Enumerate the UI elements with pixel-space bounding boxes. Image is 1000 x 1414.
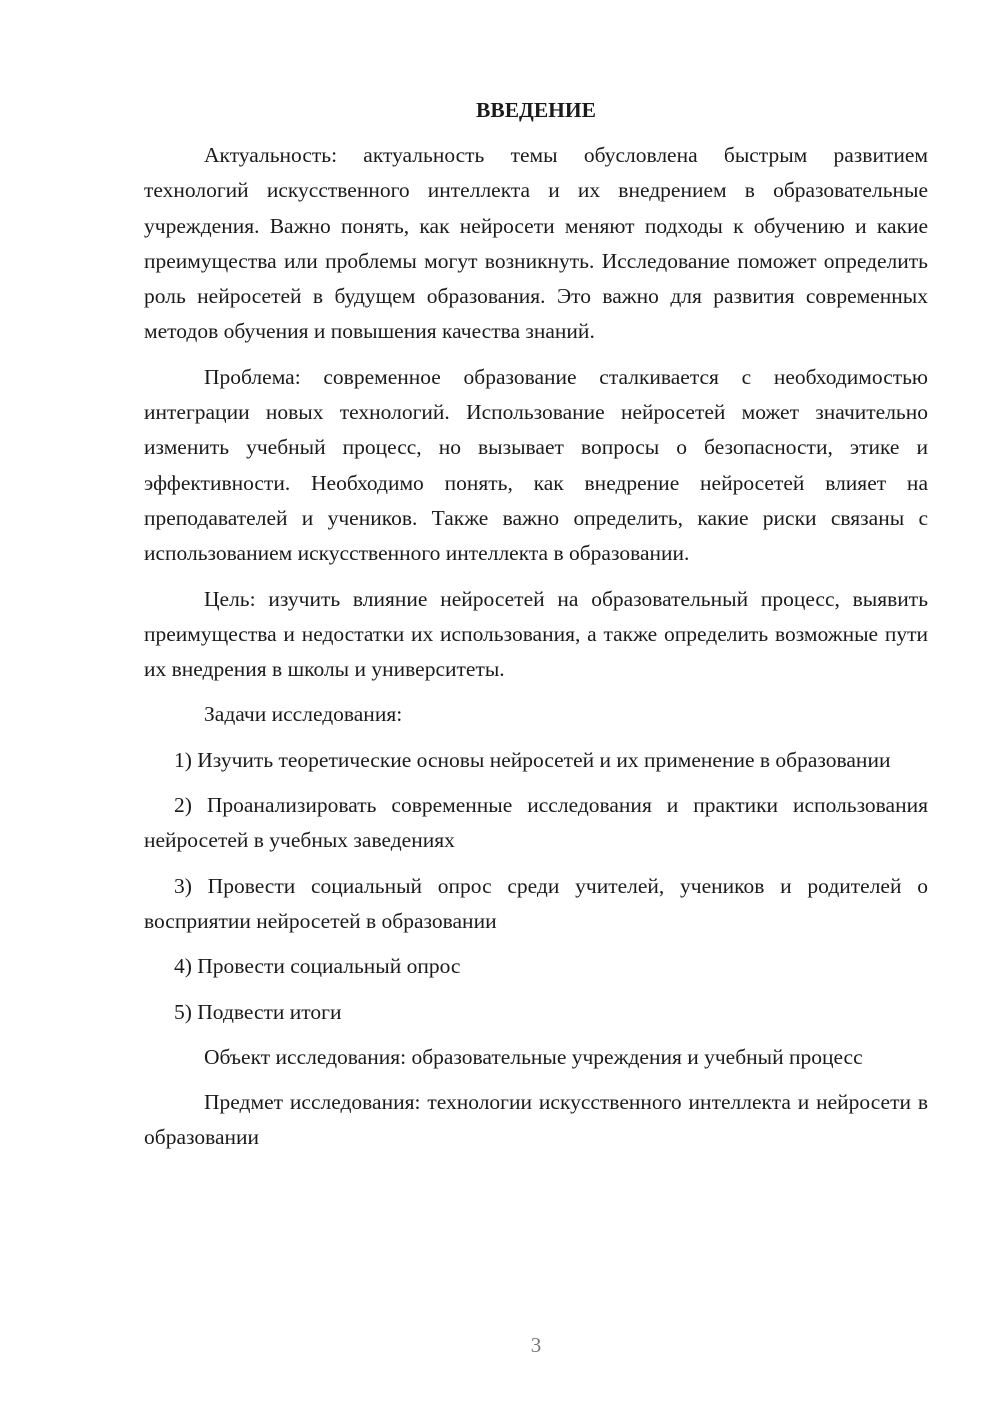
- subject-paragraph: Предмет исследования: технологии искусственного интеллекта и нейросети в образовании: [144, 1090, 928, 1150]
- section-heading: ВВЕДЕНИЕ: [476, 98, 596, 122]
- task-item: 2) Проанализировать современные исследования и практики использования нейросетей в учебных заведениях: [144, 793, 928, 853]
- problem-paragraph: Проблема: современное образование сталкивается с необходимостью интеграции новых технологий. Использование нейросетей может значительно изменить учебный процесс, но вызывает вопросы о безопасности, этике и эффективности. Необходимо понять, как внедрение нейросетей влияет на преподавателей и учеников. Также важно определить, какие риски связаны с использованием искусственного интеллекта в образовании.: [144, 364, 928, 566]
- relevance-paragraph: Актуальность: актуальность темы обусловлена быстрым развитием технологий искусственного интеллекта и их внедрением в образовательные учреждения. Важно понять, как нейросети меняют подходы к обучению и какие преимущества или проблемы могут возникнуть. Исследование поможет определить роль нейросетей в будущем образования. Это важно для развития современных методов обучения и повышения качества знаний.: [144, 143, 928, 344]
- document-page: [144, 92, 928, 1166]
- object-paragraph: Объект исследования: образовательные учреждения и учебный процесс: [204, 1044, 863, 1069]
- goal-paragraph: Цель: изучить влияние нейросетей на образовательный процесс, выявить преимущества и недостатки их использования, а также определить возможные пути их внедрения в школы и университеты.: [144, 586, 928, 682]
- task-item: 5) Подвести итоги: [174, 999, 342, 1024]
- task-item: 4) Провести социальный опрос: [174, 954, 461, 979]
- page-number: 3: [530, 1333, 542, 1357]
- task-item: 1) Изучить теоретические основы нейросетей и их применение в образовании: [174, 747, 891, 772]
- tasks-title: Задачи исследования:: [204, 702, 403, 727]
- task-item: 3) Провести социальный опрос среди учителей, учеников и родителей о восприятии нейросетей в образовании: [144, 873, 928, 933]
